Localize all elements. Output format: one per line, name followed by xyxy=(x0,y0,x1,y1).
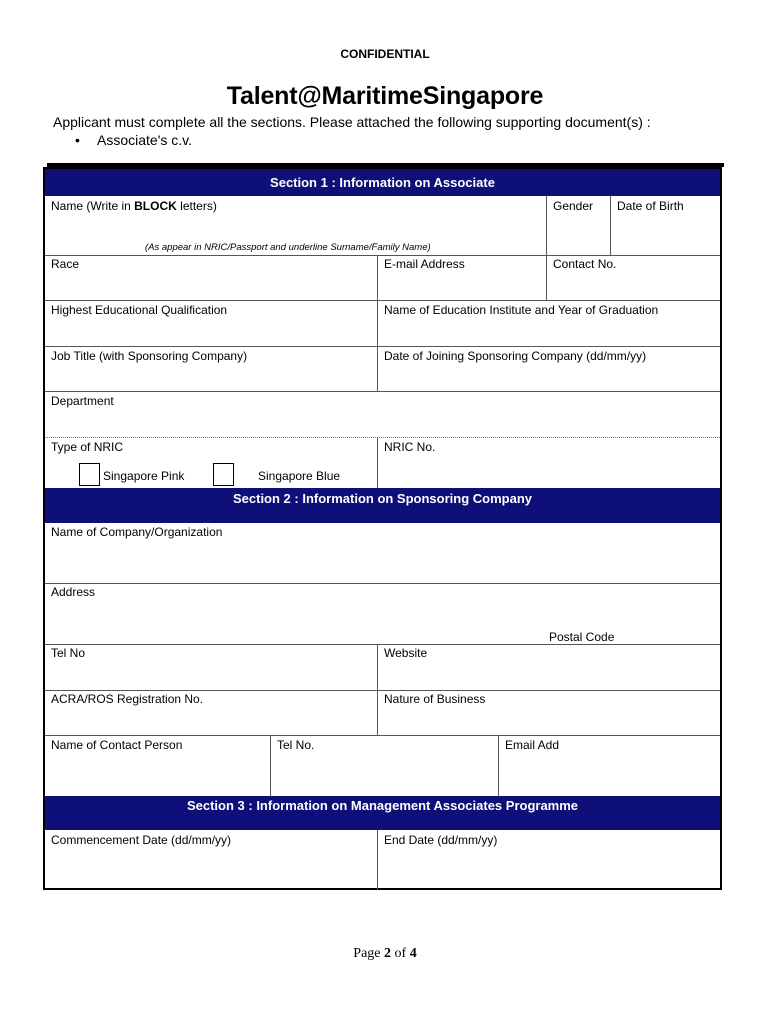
supporting-doc-item xyxy=(75,132,192,148)
dob-label[interactable]: Date of Birth xyxy=(617,199,684,213)
section2-header: Section 2 : Information on Sponsoring Company xyxy=(45,488,720,523)
name-hint: (As appear in NRIC/Passport and underline Surname/Family Name) xyxy=(145,242,431,253)
confidential-label: CONFIDENTIAL xyxy=(340,47,430,61)
acra-label[interactable]: ACRA/ROS Registration No. xyxy=(51,692,204,706)
date-joining-label[interactable]: Date of Joining Sponsoring Company (dd/mm/yy) xyxy=(384,349,647,363)
singapore-blue-checkbox[interactable] xyxy=(213,463,234,486)
bullet-icon: • xyxy=(75,132,80,148)
section3-header: Section 3 : Information on Management Associates Programme xyxy=(45,796,720,830)
institute-label[interactable]: Name of Education Institute and Year of Graduation xyxy=(384,303,659,317)
race-label[interactable]: Race xyxy=(51,257,80,271)
form-title: Talent@MaritimeSingapore xyxy=(226,82,544,110)
postal-code-label[interactable]: Postal Code xyxy=(549,630,615,644)
commencement-label[interactable]: Commencement Date (dd/mm/yy) xyxy=(51,833,232,847)
end-date-label[interactable]: End Date (dd/mm/yy) xyxy=(384,833,498,847)
email-add-label[interactable]: Email Add xyxy=(505,738,560,752)
singapore-pink-label: Singapore Pink xyxy=(103,469,185,483)
department-label[interactable]: Department xyxy=(51,394,114,408)
application-form xyxy=(43,167,722,890)
tel-no-label[interactable]: Tel No xyxy=(51,646,86,660)
singapore-blue-label: Singapore Blue xyxy=(258,469,341,483)
contact-tel-label[interactable]: Tel No. xyxy=(277,738,315,752)
section1-header: Section 1 : Information on Associate xyxy=(45,169,720,196)
supporting-doc-label: Associate's c.v. xyxy=(97,132,192,148)
page-number: Page 2 of 4 xyxy=(353,946,417,961)
contact-label[interactable]: Contact No. xyxy=(553,257,617,271)
nature-label[interactable]: Nature of Business xyxy=(384,692,486,706)
instruction-text: Applicant must complete all the sections. Please attached the following supporting document(s) : xyxy=(53,114,651,130)
education-label[interactable]: Highest Educational Qualification xyxy=(51,303,228,317)
company-name-label[interactable]: Name of Company/Organization xyxy=(51,525,223,539)
nric-no-label[interactable]: NRIC No. xyxy=(384,440,436,454)
address-label[interactable]: Address xyxy=(51,585,96,599)
email-label[interactable]: E-mail Address xyxy=(384,257,465,271)
singapore-pink-checkbox[interactable] xyxy=(79,463,100,486)
gender-label[interactable]: Gender xyxy=(553,199,594,213)
name-label: Name (Write in BLOCK letters) xyxy=(51,199,217,213)
nric-type-label: Type of NRIC xyxy=(51,440,124,454)
job-title-label[interactable]: Job Title (with Sponsoring Company) xyxy=(51,349,248,363)
website-label[interactable]: Website xyxy=(384,646,428,660)
contact-person-label[interactable]: Name of Contact Person xyxy=(51,738,183,752)
